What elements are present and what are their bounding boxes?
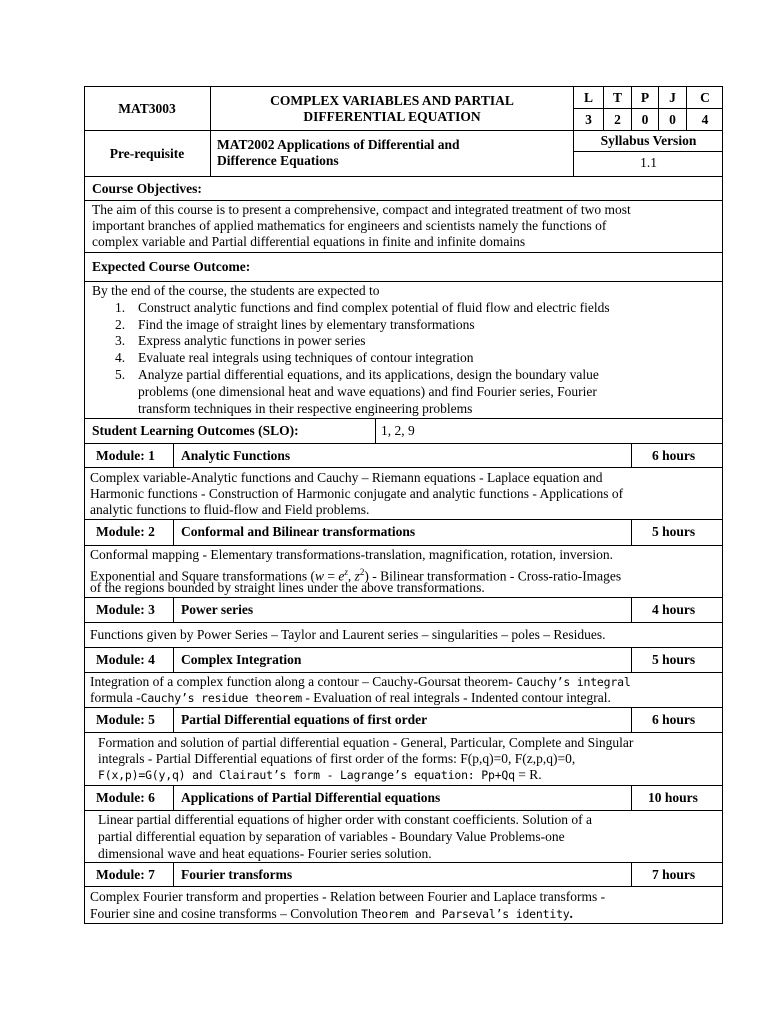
- ltpjc-value-l: 3: [585, 112, 592, 127]
- divider: [573, 130, 723, 131]
- prereq-line1: MAT2002 Applications of Differential and: [217, 137, 460, 152]
- module-desc-line: Functions given by Power Series – Taylor and Laurent series – singularities – poles – Residues.: [90, 627, 606, 642]
- module-desc-line: partial differential equation by separation of variables - Boundary Value Problems-one: [98, 829, 565, 844]
- list-item: Construct analytic functions and find complex potential of fluid flow and electric fields: [138, 300, 610, 315]
- divider: [631, 707, 632, 732]
- module-label: Module: 1: [96, 448, 155, 463]
- module-desc-line: integrals - Partial Differential equations of first order of the forms: F(p,q)=0, F(z,p,q)=0,: [98, 751, 576, 766]
- module-label: Module: 5: [96, 712, 155, 727]
- module-hours: 10 hours: [648, 790, 698, 805]
- syllabus-version-label: Syllabus Version: [600, 133, 697, 148]
- module-title: Analytic Functions: [181, 448, 291, 463]
- list-item-number: 4.: [115, 350, 126, 365]
- list-item: transform techniques in their respective engineering problems: [138, 401, 473, 416]
- ltpjc-value-t: 2: [614, 112, 621, 127]
- divider: [84, 545, 723, 546]
- divider: [631, 862, 632, 886]
- divider: [173, 443, 174, 467]
- divider: [631, 647, 632, 672]
- list-item-number: 5.: [115, 367, 126, 382]
- module-title: Partial Differential equations of first order: [181, 712, 428, 727]
- outcomes-intro: By the end of the course, the students are expected to: [92, 283, 380, 298]
- ltpjc-label-t: T: [612, 90, 622, 105]
- module-label: Module: 7: [96, 867, 155, 882]
- ltpjc-value-c: 4: [701, 112, 709, 127]
- objectives-line: important branches of applied mathematics for engineers and scientists namely the functions of: [92, 218, 607, 233]
- objectives-line: The aim of this course is to present a comprehensive, compact and integrated treatment of two most: [92, 202, 631, 217]
- list-item: Express analytic functions in power series: [138, 333, 366, 348]
- divider: [173, 785, 174, 810]
- slo-label: Student Learning Outcomes (SLO):: [92, 423, 299, 438]
- module-desc-line: Fourier sine and cosine transforms – Convolution Theorem and Parseval’s identity.: [90, 906, 573, 921]
- divider: [173, 862, 174, 886]
- divider: [84, 886, 723, 887]
- divider: [84, 467, 723, 468]
- course-code: MAT3003: [118, 101, 176, 116]
- ltpjc-value-j: 0: [669, 112, 676, 127]
- divider: [84, 707, 723, 708]
- module-hours: 4 hours: [652, 602, 696, 617]
- module-hours: 6 hours: [652, 712, 696, 727]
- divider: [84, 672, 723, 673]
- divider: [173, 647, 174, 672]
- divider: [84, 862, 723, 863]
- module-desc-line: Integration of a complex function along a contour – Cauchy-Goursat theorem- Cauchy’s integral: [90, 674, 631, 689]
- divider: [84, 810, 723, 811]
- divider: [84, 176, 723, 177]
- list-item-number: 3.: [115, 333, 126, 348]
- module-title: Conformal and Bilinear transformations: [181, 524, 416, 539]
- divider: [631, 597, 632, 622]
- module-title: Power series: [181, 602, 254, 617]
- divider: [84, 732, 723, 733]
- divider: [84, 622, 723, 623]
- divider: [84, 785, 723, 786]
- prereq-line2: Difference Equations: [217, 153, 339, 168]
- module-desc-line: Complex variable-Analytic functions and Cauchy – Riemann equations - Laplace equation and: [90, 470, 603, 485]
- course-title-line2: DIFFERENTIAL EQUATION: [303, 109, 481, 124]
- module-desc-line: Exponential and Square transformations ($w = e^z$, $z^2$) - Bilinear transformation - Cross-ratio-Images: [90, 567, 622, 584]
- module-hours: 5 hours: [652, 652, 696, 667]
- divider: [84, 200, 723, 201]
- slo-value: 1, 2, 9: [381, 423, 415, 438]
- syllabus-version: 1.1: [640, 155, 657, 170]
- prereq-label: Pre-requisite: [109, 146, 185, 161]
- objectives-line: complex variable and Partial differential equations in finite and infinite domains: [92, 234, 526, 249]
- module-title: Applications of Partial Differential equations: [181, 790, 441, 805]
- list-item-number: 1.: [115, 300, 126, 315]
- divider: [84, 252, 723, 253]
- divider: [84, 597, 723, 598]
- list-item: Analyze partial differential equations, and its applications, design the boundary value: [138, 367, 599, 382]
- module-label: Module: 3: [96, 602, 155, 617]
- list-item: problems (one dimensional heat and wave equations) and find Fourier series, Fourier: [138, 384, 597, 399]
- ltpjc-label-l: L: [583, 90, 593, 105]
- divider: [173, 707, 174, 732]
- divider: [84, 130, 574, 131]
- module-desc-line: Conformal mapping - Elementary transformations-translation, magnification, rotation, inversion.: [90, 547, 613, 562]
- module-desc-line: Formation and solution of partial differential equation - General, Particular, Complete and Singular: [98, 735, 634, 750]
- module-desc-line: Complex Fourier transform and properties - Relation between Fourier and Laplace transforms -: [90, 889, 606, 904]
- ltpjc-label-p: P: [640, 90, 650, 105]
- list-item-number: 2.: [115, 317, 126, 332]
- outcomes-heading: Expected Course Outcome:: [92, 259, 251, 274]
- module-desc-line: formula -Cauchy’s residue theorem - Evaluation of real integrals - Indented contour integral.: [90, 690, 611, 705]
- ltpjc-label-j: J: [669, 90, 676, 105]
- module-label: Module: 2: [96, 524, 155, 539]
- module-desc-line: analytic functions to fluid-flow and Field problems.: [90, 502, 370, 517]
- divider: [631, 785, 632, 810]
- divider: [84, 281, 723, 282]
- divider: [573, 108, 723, 109]
- divider: [173, 519, 174, 545]
- divider: [573, 151, 723, 152]
- divider: [84, 443, 723, 444]
- module-desc-line: Linear partial differential equations of higher order with constant coefficients. Solution of a: [98, 812, 592, 827]
- divider: [631, 519, 632, 545]
- module-desc-line: F(x,p)=G(y,q) and Clairaut’s form - Lagrange’s equation: Pp+Qq = R.: [98, 767, 542, 782]
- ltpjc-value-p: 0: [641, 112, 649, 127]
- course-title-line1: COMPLEX VARIABLES AND PARTIAL: [270, 93, 514, 108]
- module-title: Fourier transforms: [181, 867, 293, 882]
- objectives-heading: Course Objectives:: [92, 181, 202, 196]
- list-item: Evaluate real integrals using techniques of contour integration: [138, 350, 474, 365]
- module-desc-line: Harmonic functions - Construction of Harmonic conjugate and analytic functions - Applications of: [90, 486, 624, 501]
- module-label: Module: 4: [96, 652, 155, 667]
- module-desc-line: of the regions bounded by straight lines under the above transformations.: [90, 580, 485, 595]
- module-title: Complex Integration: [181, 652, 302, 667]
- divider: [84, 418, 723, 419]
- module-hours: 6 hours: [652, 448, 696, 463]
- divider: [375, 418, 376, 443]
- module-desc-line: dimensional wave and heat equations- Fourier series solution.: [98, 846, 432, 861]
- divider: [84, 519, 723, 520]
- module-hours: 5 hours: [652, 524, 696, 539]
- module-label: Module: 6: [96, 790, 155, 805]
- list-item: Find the image of straight lines by elementary transformations: [138, 317, 475, 332]
- ltpjc-label-c: C: [700, 90, 710, 105]
- divider: [173, 597, 174, 622]
- divider: [631, 443, 632, 467]
- module-hours: 7 hours: [652, 867, 696, 882]
- divider: [84, 647, 723, 648]
